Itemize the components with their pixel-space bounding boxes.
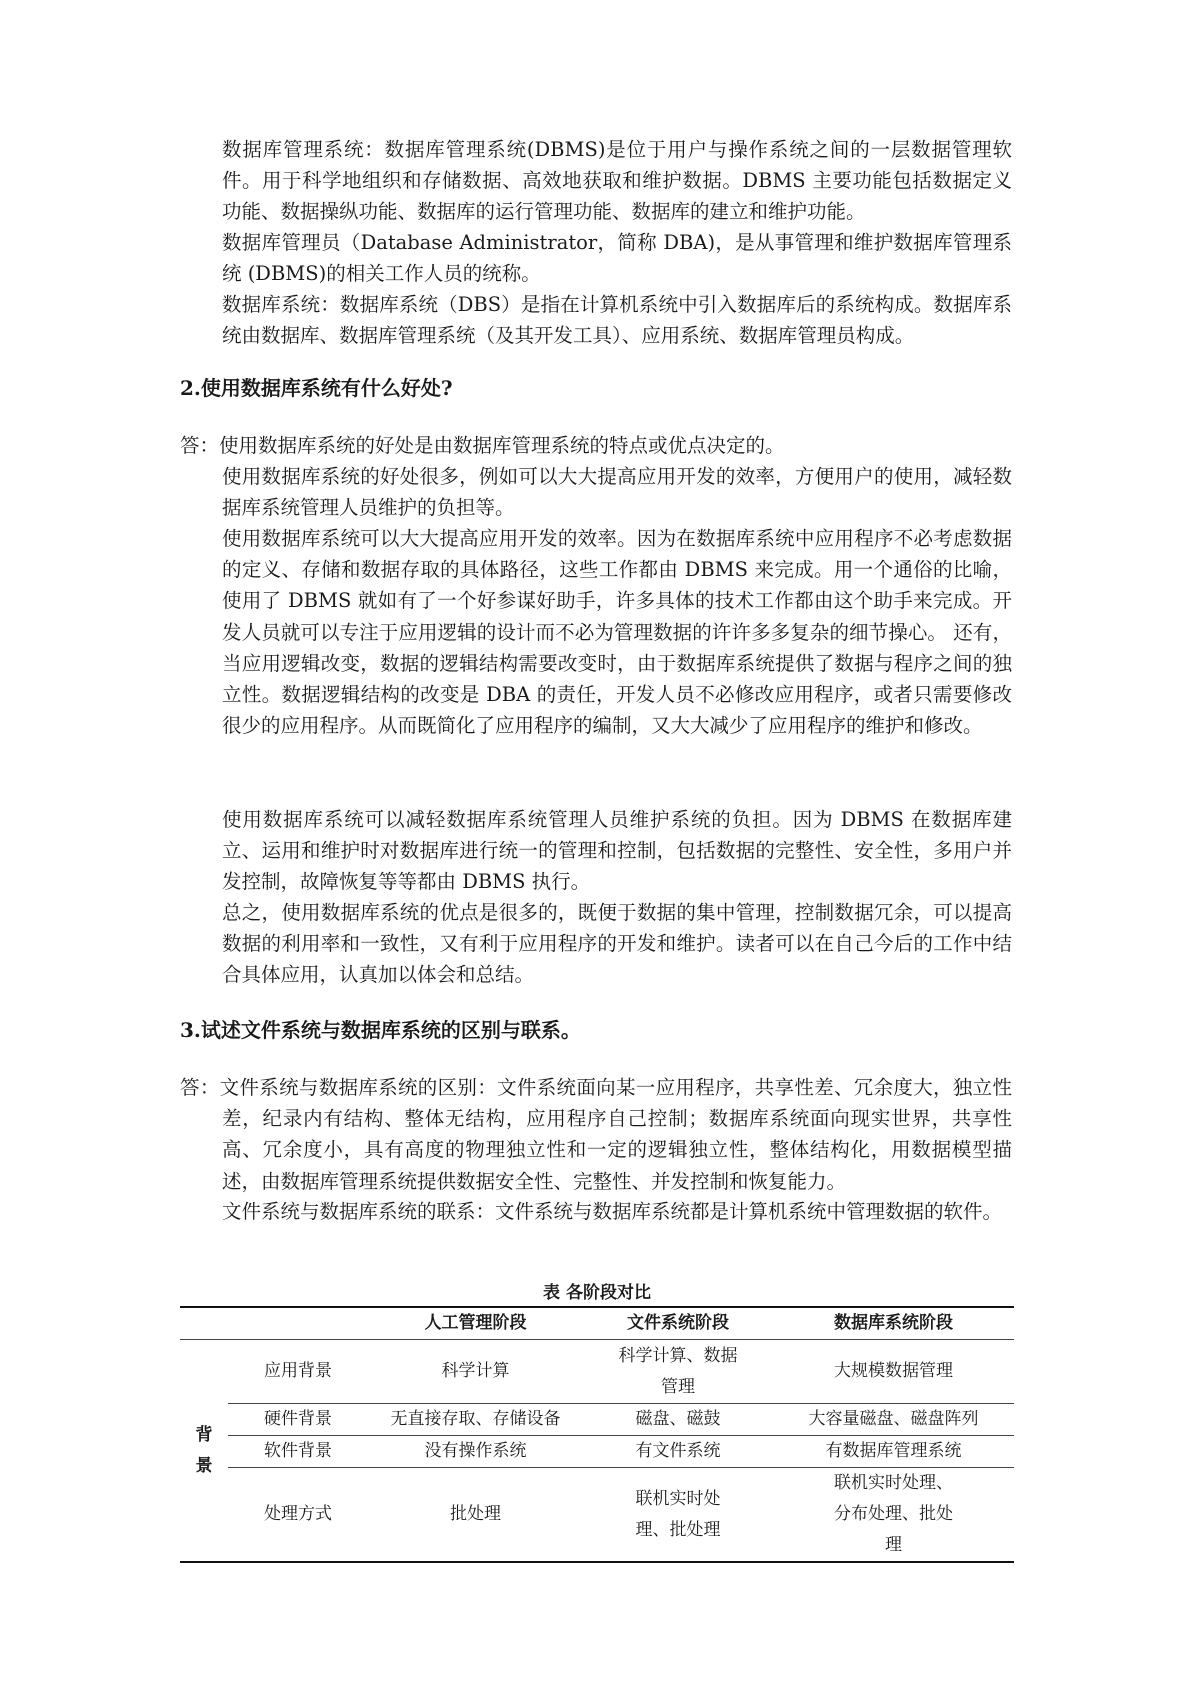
- table-cell: 科学计算、数据管理: [583, 1340, 773, 1404]
- table-cell: 有数据库管理系统: [773, 1436, 1014, 1468]
- table-row: [180, 1404, 1014, 1436]
- table-cell: 磁盘、磁鼓: [583, 1404, 773, 1436]
- table-header-cell: [180, 1307, 228, 1340]
- table-cell: 联机实时处理、分布处理、批处理: [834, 1473, 953, 1555]
- table-cell: 没有操作系统: [368, 1436, 583, 1468]
- table-cell: 科学计算: [368, 1340, 583, 1404]
- row-group-label-char: 景: [195, 1455, 213, 1476]
- table-header-cell: 文件系统阶段: [583, 1307, 773, 1340]
- table-cell: 批处理: [450, 1504, 501, 1524]
- comparison-table: [180, 1306, 1014, 1563]
- table-cell: 大规模数据管理: [773, 1340, 1014, 1404]
- table-header-cell: [228, 1307, 368, 1340]
- question-2-paragraph: 使用数据库系统可以大大提高应用开发的效率。因为在数据库系统中应用程序不必考虑数据的定义、存储和数据存取的具体路径，这些工作都由 DBMS 来完成。用一个通俗的比喻，使用了 DBMS 就如有了一个好参谋好助手，许多具体的技术工作都由这个助手来完成。开发人员就可以专注于应用逻辑的设计而不必为管理数据的许许多多复杂的细节操心。 还有，当应用逻辑改变，数据的逻辑结构需要改变时，由于数据库系统提供了数据与程序之间的独立性。数据逻辑结构的改变是 DBA 的责任，开发人员不必修改应用程序，或者只需要修改很少的应用程序。从而既简化了应用程序的编制，又大大减少了应用程序的维护和修改。: [222, 527, 1012, 738]
- paragraph-dbs-definition: 数据库系统：数据库系统（DBS）是指在计算机系统中引入数据库后的系统构成。数据库系统由数据库、数据库管理系统（及其开发工具）、应用系统、数据库管理员构成。: [222, 293, 1012, 348]
- question-2-paragraph: 总之，使用数据库系统的优点是很多的，既便于数据的集中管理，控制数据冗余，可以提高数据的利用率和一致性，又有利于应用程序的开发和维护。读者可以在自己今后的工作中结合具体应用，认真加以体会和总结。: [222, 901, 1012, 987]
- paragraph-dbms-definition: 数据库管理系统：数据库管理系统(DBMS)是位于用户与操作系统之间的一层数据管理软件。用于科学地组织和存储数据、高效地获取和维护数据。DBMS 主要功能包括数据定义功能、数据操纵功能、数据库的运行管理功能、数据库的建立和维护功能。: [222, 138, 1012, 224]
- table-cell: 大容量磁盘、磁盘阵列: [773, 1404, 1014, 1436]
- table-caption: 表 各阶段对比: [543, 1283, 651, 1303]
- question-2-paragraph: 使用数据库系统可以减轻数据库系统管理人员维护系统的负担。因为 DBMS 在数据库建立、运用和维护时对数据库进行统一的管理和控制，包括数据的完整性、安全性，多用户并发控制，故障恢复等等都由 DBMS 执行。: [222, 808, 1012, 894]
- table-cell: 联机实时处理、批处理: [635, 1488, 721, 1540]
- question-3-answer-intro: 答：文件系统与数据库系统的区别：文件系统面向某一应用程序，共享性差、冗余度大，独立性差，纪录内有结构、整体无结构，应用程序自己控制；数据库系统面向现实世界，共享性高、冗余度小，具有高度的物理独立性和一定的逻辑独立性，整体结构化，用数据模型描述，由数据库管理系统提供数据安全性、完整性、并发控制和恢复能力。: [180, 1076, 1012, 1193]
- table-header-row: [180, 1307, 1014, 1340]
- table-row: [180, 1340, 1014, 1404]
- table-cell: 应用背景: [228, 1340, 368, 1404]
- question-2-answer-intro: 答：使用数据库系统的好处是由数据库管理系统的特点或优点决定的。: [180, 434, 785, 457]
- table-header-cell: 数据库系统阶段: [773, 1307, 1014, 1340]
- table-cell: 处理方式: [264, 1504, 332, 1524]
- paragraph-dba-definition: 数据库管理员（Database Administrator，简称 DBA)，是从事管理和维护数据库管理系统 (DBMS)的相关工作人员的统称。: [222, 231, 1012, 286]
- question-3-paragraph: 文件系统与数据库系统的联系：文件系统与数据库系统都是计算机系统中管理数据的软件。: [222, 1200, 1003, 1223]
- table-row: [180, 1468, 1014, 1563]
- table-row: [180, 1436, 1014, 1468]
- question-2-paragraph: 使用数据库系统的好处很多，例如可以大大提高应用开发的效率，方便用户的使用，减轻数据库系统管理人员维护的负担等。: [222, 465, 1012, 520]
- question-3-heading: 3.试述文件系统与数据库系统的区别与联系。: [180, 1018, 581, 1042]
- table-cell: 硬件背景: [228, 1404, 368, 1436]
- row-group-label-char: 背: [195, 1424, 213, 1445]
- table-cell: 软件背景: [228, 1436, 368, 1468]
- table-cell: 有文件系统: [583, 1436, 773, 1468]
- table-header-cell: 人工管理阶段: [368, 1307, 583, 1340]
- question-2-heading: 2.使用数据库系统有什么好处?: [180, 376, 453, 400]
- row-group-label: [180, 1340, 228, 1563]
- table-cell: 无直接存取、存储设备: [368, 1404, 583, 1436]
